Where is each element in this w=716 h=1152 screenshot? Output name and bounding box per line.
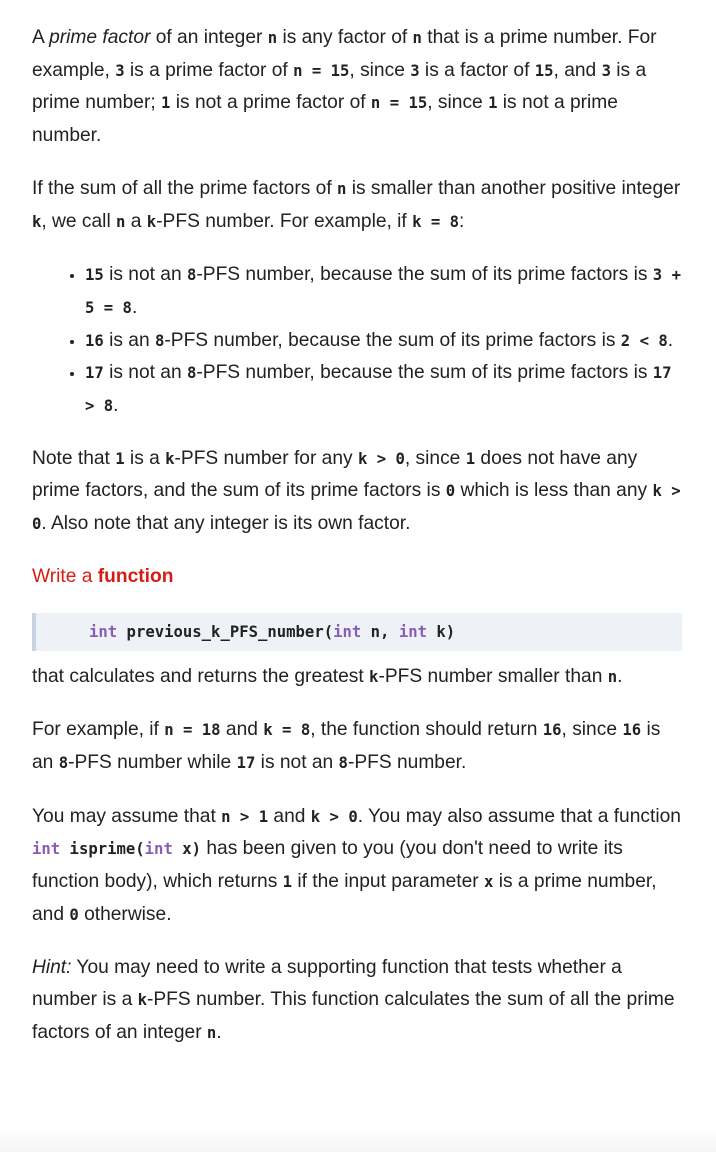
term-prime-factor: prime factor — [49, 27, 151, 48]
inline-code: n = 15 — [293, 61, 350, 80]
instruction-heading — [32, 561, 682, 593]
function-signature-block — [32, 613, 682, 651]
inline-code: n = 15 — [370, 94, 428, 113]
text: is not a prime factor of — [170, 92, 371, 114]
text: is an — [103, 329, 155, 351]
text: . — [667, 329, 674, 351]
text: -PFS number. This function calculates the sum of all the prime factors of an integer — [32, 989, 675, 1043]
text: , since — [349, 59, 411, 81]
text: -PFS number, because the sum of its prime factors is — [164, 329, 621, 351]
text: , we call — [41, 210, 117, 232]
text: -PFS number. For example, if — [156, 210, 413, 232]
text: is a prime number, and — [32, 871, 657, 925]
text: . — [617, 665, 623, 687]
text: , and — [553, 59, 602, 81]
inline-code: 15 — [85, 266, 104, 285]
bottom-fade — [0, 1130, 716, 1152]
text: that calculates and returns the greatest — [32, 665, 370, 687]
text: You may assume that — [32, 805, 222, 827]
code-text: n, — [361, 622, 399, 641]
text: , since — [427, 92, 489, 114]
text: is smaller than another positive integer — [346, 177, 681, 199]
inline-code: 3 + 5 = 8 — [85, 266, 681, 317]
inline-code: n = 18 — [164, 721, 221, 740]
text: does not have any prime factors, and the sum of its prime factors is — [32, 447, 638, 502]
text: . — [131, 296, 138, 318]
list-item — [85, 357, 682, 422]
text: is not an — [255, 751, 339, 773]
inline-code: 16 — [542, 721, 562, 740]
code-text: previous_k_PFS_number( — [117, 622, 334, 641]
inline-code: 0 — [445, 482, 456, 501]
inline-code: 1 — [488, 94, 498, 113]
inline-code: 8 — [338, 753, 348, 772]
list-item — [85, 259, 682, 324]
text: Write a — [32, 565, 98, 587]
examples-list — [32, 259, 682, 423]
text: is a prime factor of — [124, 59, 294, 81]
inline-code: 3 — [601, 61, 611, 80]
text: is not a prime number. — [32, 92, 618, 147]
return-description-paragraph — [32, 661, 682, 694]
inline-code: 17 — [236, 753, 256, 772]
text: . — [113, 395, 119, 417]
text: , the function should return — [310, 719, 543, 741]
keyword: int — [89, 622, 118, 641]
inline-code: k — [165, 449, 175, 468]
text: is a factor of — [419, 59, 535, 81]
inline-code: 1 — [161, 94, 171, 113]
text: . You may also assume that a function — [357, 805, 681, 827]
text: is a — [124, 447, 166, 469]
assumptions-paragraph — [32, 801, 682, 932]
inline-code: 17 — [85, 364, 104, 383]
example-paragraph — [32, 714, 682, 779]
inline-code: k = 8 — [263, 721, 311, 740]
text: If the sum of all the prime factors of — [32, 177, 337, 199]
inline-code: 8 — [58, 753, 69, 772]
text: and — [220, 719, 264, 741]
inline-code: n — [116, 212, 126, 231]
text: You may need to write a supporting function that tests whether a number is a — [32, 957, 622, 1011]
keyword: int — [144, 840, 173, 859]
note-paragraph — [32, 443, 682, 541]
inline-code: k > 0 — [357, 449, 405, 468]
definition-paragraph — [32, 22, 682, 152]
text: that is a prime number. For example, — [32, 27, 657, 81]
text: a — [125, 210, 147, 232]
text: . Also note that any integer is its own factor. — [41, 513, 411, 535]
inline-code: k > 0 — [310, 807, 358, 826]
text: , since — [404, 447, 466, 469]
text: -PFS number for any — [174, 447, 358, 469]
inline-code: n — [412, 29, 422, 47]
inline-code: k — [369, 667, 379, 686]
text: and — [268, 805, 311, 827]
text: is not an — [103, 264, 187, 286]
hint-label: Hint: — [32, 957, 72, 979]
text: -PFS number, because the sum of its prime factors is — [196, 264, 653, 286]
text: A — [32, 27, 50, 48]
text: Note that — [32, 447, 116, 469]
inline-code: k — [146, 212, 157, 231]
inline-code: 1 — [115, 449, 125, 468]
text: -PFS number, because the sum of its prime factors is — [196, 362, 653, 384]
pfs-definition-paragraph — [32, 173, 682, 238]
text: if the input parameter — [292, 871, 485, 893]
code-text: k) — [427, 622, 456, 641]
inline-code: n — [206, 1023, 217, 1042]
inline-code: 16 — [622, 721, 642, 740]
inline-code: 3 — [115, 61, 125, 80]
inline-code: 15 — [534, 61, 554, 80]
hint-paragraph — [32, 952, 682, 1049]
text: -PFS number smaller than — [378, 665, 608, 687]
inline-code: x) — [172, 840, 202, 859]
text: of an integer — [150, 27, 268, 48]
text: For example, if — [32, 719, 165, 741]
inline-code: x — [484, 873, 494, 892]
inline-code: 16 — [85, 331, 104, 350]
text: otherwise. — [78, 903, 172, 925]
inline-code: 0 — [69, 905, 79, 924]
inline-code: n — [267, 29, 278, 47]
inline-code: k — [32, 212, 42, 231]
inline-code: k — [137, 991, 147, 1010]
emphasis-function: function — [97, 565, 174, 587]
inline-code: 8 — [154, 331, 165, 350]
text: , since — [561, 719, 623, 741]
inline-code: 3 — [410, 61, 420, 80]
text: which is less than any — [455, 480, 653, 502]
text: : — [459, 210, 465, 232]
text: -PFS number while — [68, 751, 237, 773]
inline-code: 8 — [186, 266, 197, 285]
keyword: int — [32, 840, 61, 859]
text: -PFS number. — [347, 751, 467, 773]
list-item — [85, 325, 682, 358]
inline-code: 17 > 8 — [85, 364, 672, 416]
inline-code: n — [337, 179, 347, 198]
inline-code: k = 8 — [412, 212, 460, 231]
text: is any factor of — [277, 27, 413, 48]
keyword: int — [398, 622, 428, 641]
text: is a prime number; — [32, 59, 647, 114]
inline-code: isprime( — [60, 840, 145, 859]
inline-code: 1 — [465, 449, 476, 468]
text: has been given to you (you don't need to write its function body), which returns — [32, 838, 623, 893]
text: . — [216, 1021, 222, 1043]
keyword: int — [333, 622, 362, 641]
inline-code: k > 0 — [32, 482, 681, 534]
inline-code: 8 — [186, 364, 197, 383]
inline-code: 1 — [282, 873, 293, 892]
text: is an — [32, 719, 661, 773]
inline-code: 2 < 8 — [620, 331, 668, 350]
inline-code: n > 1 — [221, 807, 269, 826]
text: is not an — [103, 362, 187, 384]
inline-code: n — [607, 667, 618, 686]
